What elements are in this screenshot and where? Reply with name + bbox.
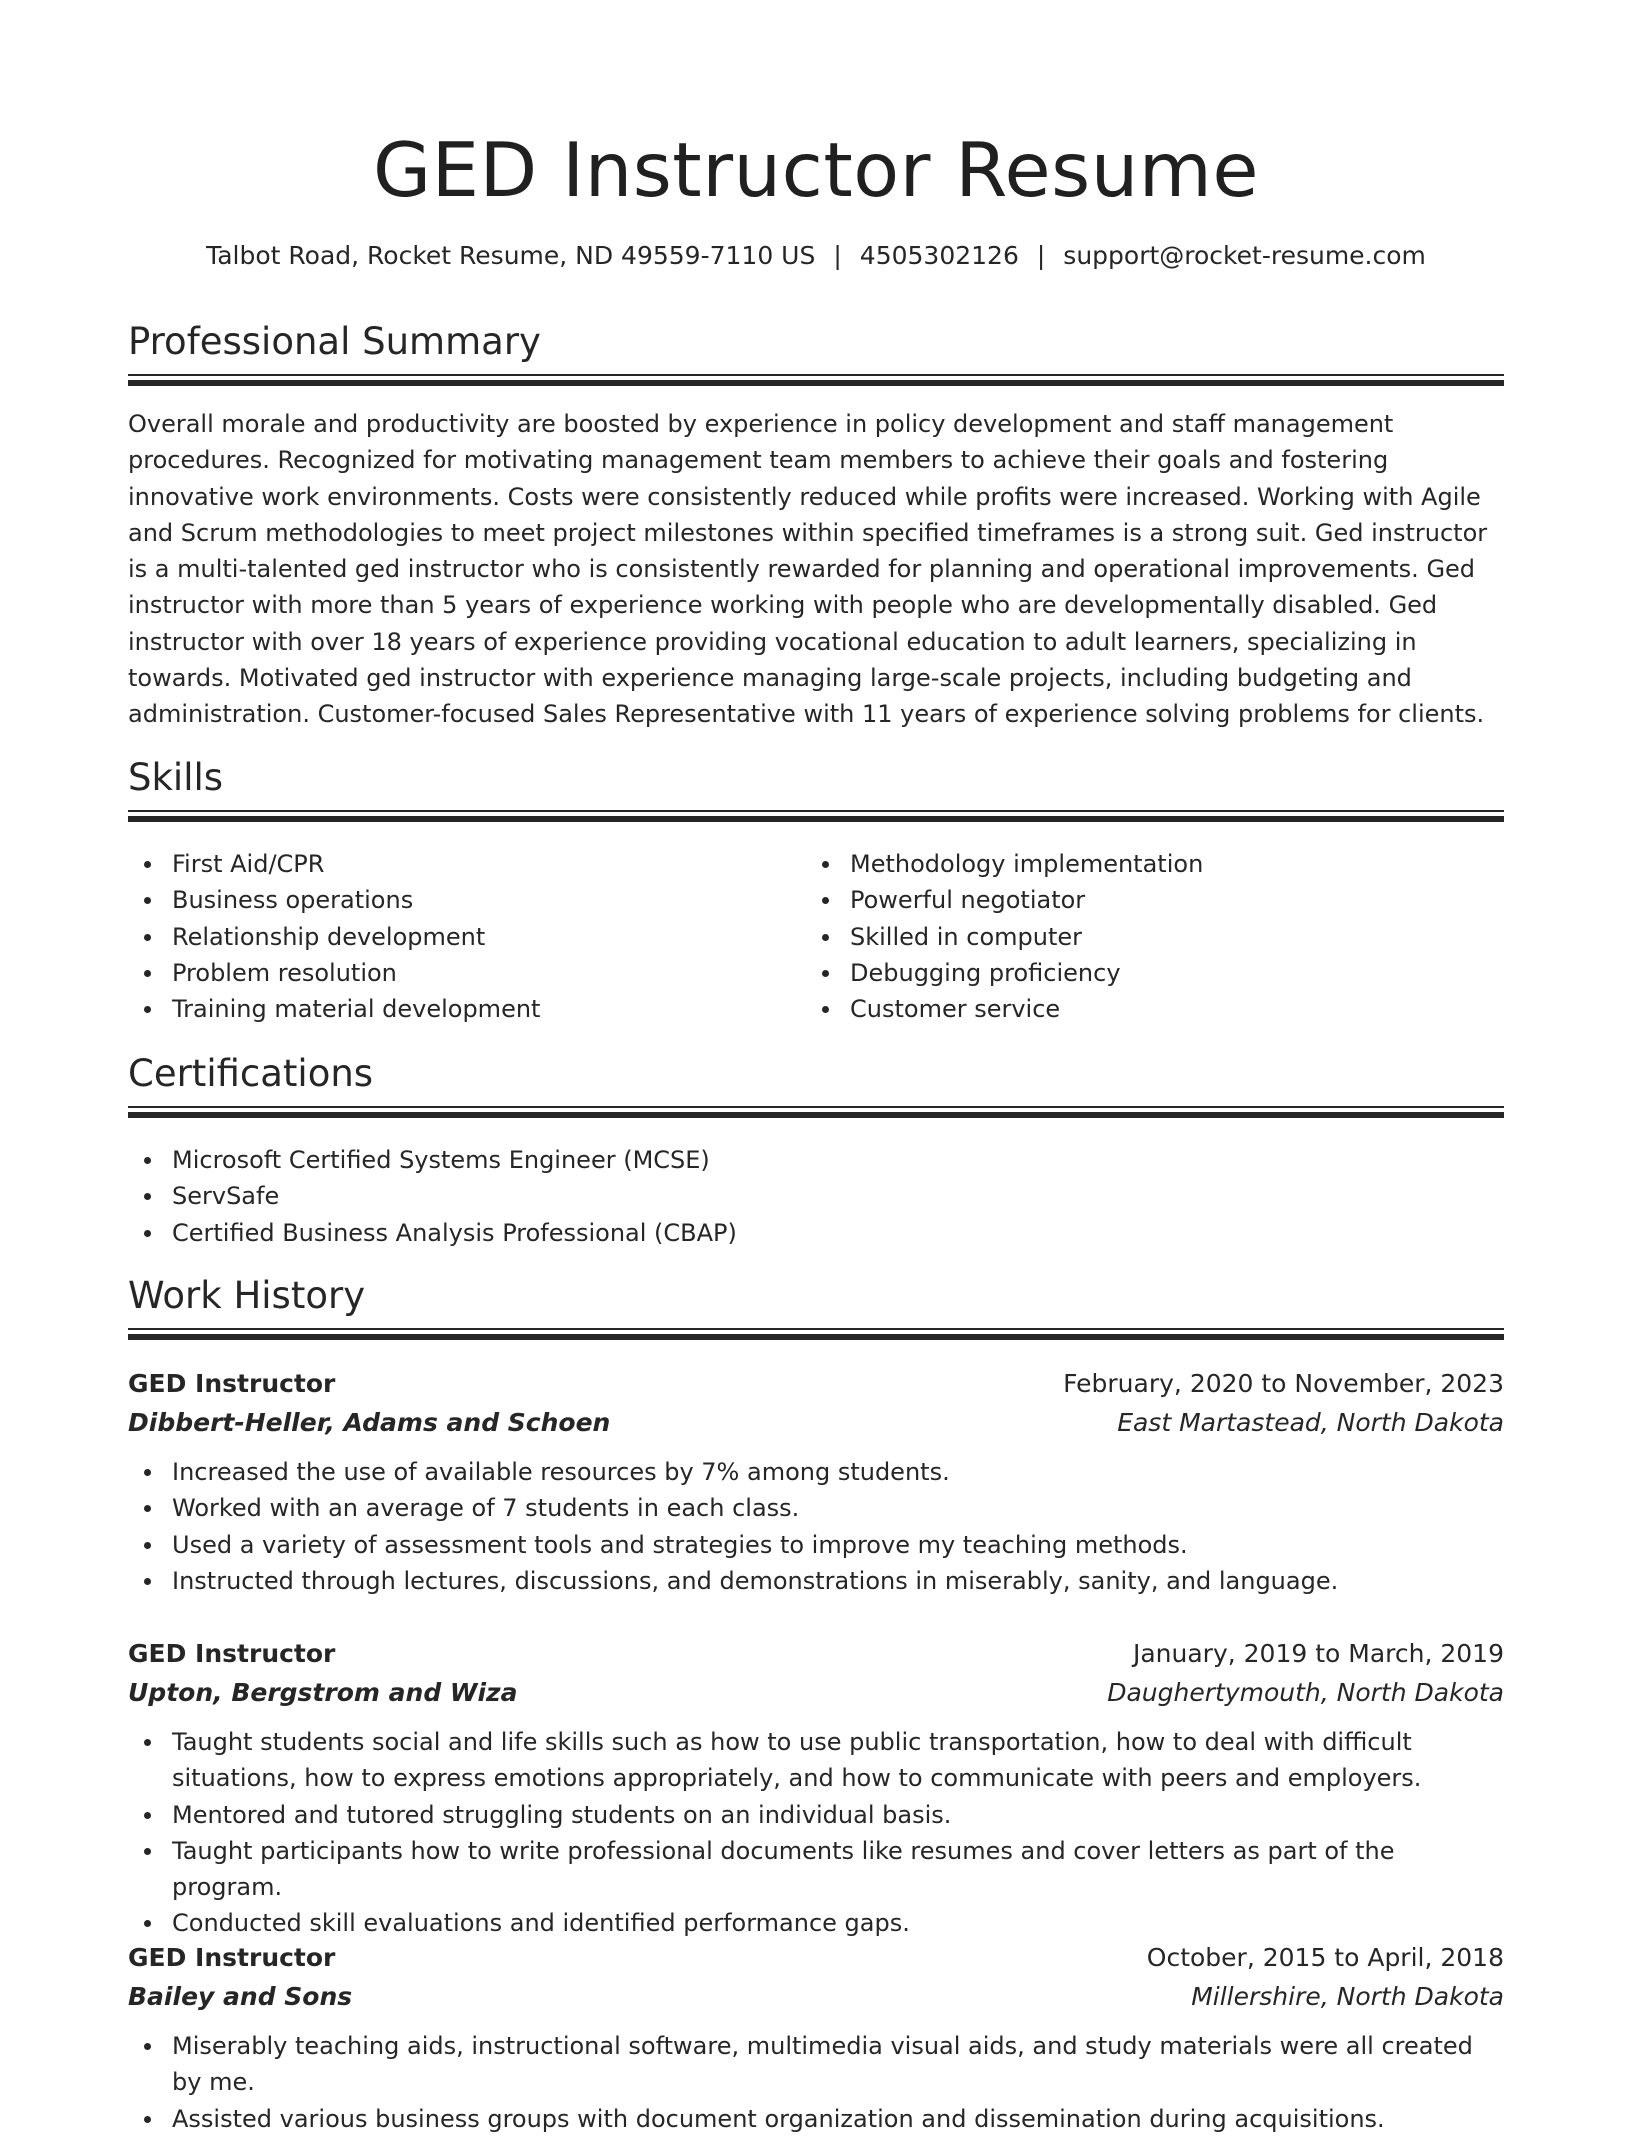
section-title-summary: Professional Summary [128,320,541,363]
skill-item: Relationship development [128,919,806,955]
certification-item: ServSafe [128,1178,1504,1214]
job-bullet: Taught participants how to write professional documents like resumes and cover letters as part of the program. [128,1833,1504,1906]
section-title-certifications: Certifications [128,1052,374,1095]
job-bullet: Mentored and tutored struggling students on an individual basis. [128,1797,1504,1833]
job-bullet: Worked with an average of 7 students in each class. [128,1490,1504,1526]
job-bullet: Miserably teaching aids, instructional software, multimedia visual aids, and study materials were all created by me. [128,2028,1504,2101]
section-title-work-history: Work History [128,1274,366,1317]
job-bullets [128,1724,1504,1942]
job-title: GED Instructor [128,1369,336,1398]
job-header [128,1634,1504,1674]
job-subheader [128,1673,1504,1713]
job-bullet: Taught students social and life skills such as how to use public transportation, how to deal with difficult situations, how to express emotions appropriately, and how to communicate with peers and employers. [128,1724,1504,1797]
job-company: Bailey and Sons [128,1982,353,2011]
contact-separator: | [1036,241,1046,270]
job-bullet: Assisted various business groups with document organization and dissemination during acquisitions. [128,2101,1504,2137]
job-subheader [128,1403,1504,1443]
job-location: Daughertymouth, North Dakota [1107,1678,1504,1707]
job-header [128,1364,1504,1404]
job-bullets [128,1454,1504,1599]
skill-item: Customer service [806,991,1504,1027]
job-bullet: Conducted skill evaluations and identified performance gaps. [128,1905,1504,1941]
resume-title: GED Instructor Resume [372,126,1259,214]
job-location: Millershire, North Dakota [1191,1982,1504,2011]
email: support@rocket-resume.com [1063,241,1426,270]
summary-text: Overall morale and productivity are boosted by experience in policy development and staff management procedures. Recognized for motivating management team members to achieve their goals and fostering innovative work environments. Costs were consistently reduced while profits were increased. Working with Agile and Scrum methodologies to meet project milestones within specified timeframes is a strong suit. Ged instructor is a multi-talented ged instructor who is consistently rewarded for planning and operational improvements. Ged instructor with more than 5 years of experience working with people who are developmentally disabled. Ged instructor with over 18 years of experience providing vocational education to adult learners, specializing in towards. Motivated ged instructor with experience managing large-scale projects, including budgeting and administration. Customer-focused Sales Representative with 11 years of experience solving problems for clients. [128,410,1488,729]
section-divider [128,1328,1504,1340]
certification-item: Microsoft Certified Systems Engineer (MCSE) [128,1142,1504,1178]
skill-item: Skilled in computer [806,919,1504,955]
skills-column-right [806,846,1504,1027]
job-bullets [128,2028,1504,2137]
job-dates: October, 2015 to April, 2018 [1146,1943,1504,1972]
skills-column-left [128,846,806,1027]
job-bullet: Increased the use of available resources by 7% among students. [128,1454,1504,1490]
job-header [128,1938,1504,1978]
contact-separator: | [833,241,842,270]
job-dates: February, 2020 to November, 2023 [1063,1369,1504,1398]
skill-item: Methodology implementation [806,846,1504,882]
job-bullet: Instructed through lectures, discussions, and demonstrations in miserably, sanity, and language. [128,1563,1504,1599]
job-bullet: Used a variety of assessment tools and strategies to improve my teaching methods. [128,1527,1504,1563]
skill-item: Powerful negotiator [806,882,1504,918]
skill-item: Problem resolution [128,955,806,991]
contact-line [128,238,1504,274]
skill-item: First Aid/CPR [128,846,806,882]
job-company: Upton, Bergstrom and Wiza [128,1678,518,1707]
job-location: East Martastead, North Dakota [1117,1408,1504,1437]
section-title-skills: Skills [128,756,224,799]
section-divider [128,810,1504,822]
address: Talbot Road, Rocket Resume, ND 49559-7110 US [206,241,816,270]
section-divider [128,374,1504,386]
phone: 4505302126 [859,241,1019,270]
skill-item: Business operations [128,882,806,918]
job-company: Dibbert-Heller, Adams and Schoen [128,1408,611,1437]
skill-item: Training material development [128,991,806,1027]
job-dates: January, 2019 to March, 2019 [1132,1639,1504,1668]
certification-item: Certified Business Analysis Professional (CBAP) [128,1215,1504,1251]
job-subheader [128,1977,1504,2017]
job-title: GED Instructor [128,1943,336,1972]
certifications-list [128,1142,1504,1251]
job-title: GED Instructor [128,1639,336,1668]
section-divider [128,1106,1504,1118]
skill-item: Debugging proficiency [806,955,1504,991]
